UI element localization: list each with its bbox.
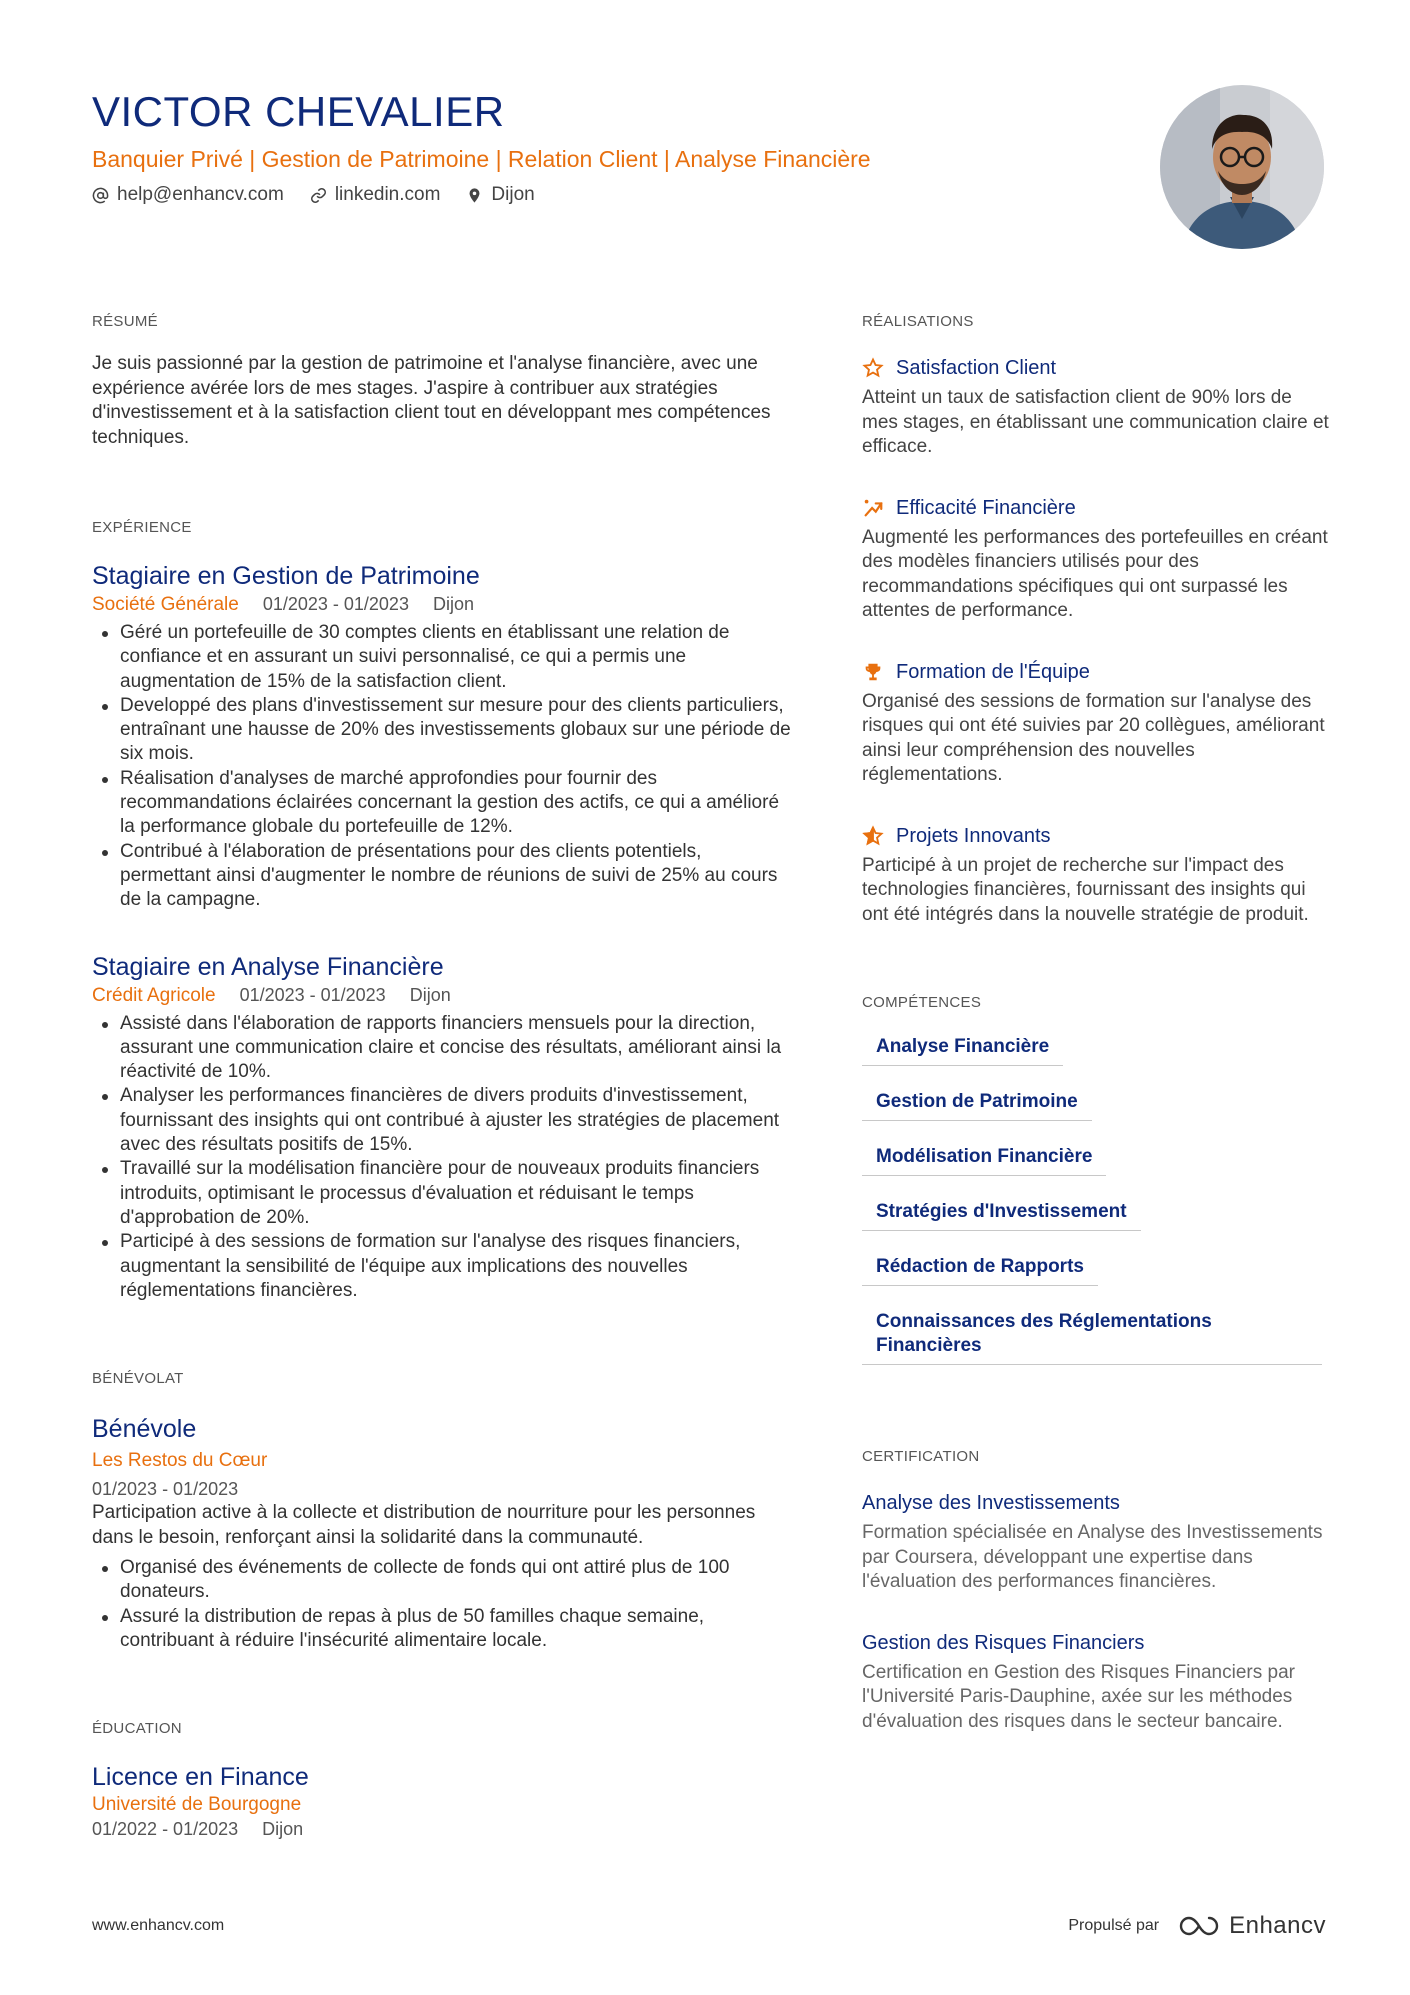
certification-title: Analyse des Investissements — [862, 1492, 1120, 1514]
achievement-head — [862, 822, 1332, 850]
education-meta — [92, 1817, 792, 1841]
job-meta — [92, 983, 792, 1008]
star-outline-icon — [862, 357, 884, 379]
volunteer-description: Participation active à la collecte et distribution de nourriture pour les personnes dans le besoin, renforçant ainsi la solidarité dans la communauté. — [92, 1502, 756, 1548]
job-title: Stagiaire en Gestion de Patrimoine — [92, 562, 480, 590]
skill-tag-row — [862, 1035, 1332, 1066]
volunteer-org-row — [92, 1449, 792, 1473]
skill-tag-row — [862, 1145, 1332, 1176]
volunteer-item — [92, 1413, 792, 1653]
location-pin-icon — [466, 187, 483, 204]
skill-tag-row — [862, 1090, 1332, 1121]
contact-list — [92, 182, 1152, 208]
skill-tag: Stratégies d'Investissement — [862, 1200, 1141, 1231]
certification-desc: Certification en Gestion des Risques Financiers par l'Université Paris-Dauphine, axée sur les méthodes d'évaluation des risques dans le secteur bancaire. — [862, 1661, 1295, 1732]
achievement-title: Formation de l'Équipe — [896, 660, 1090, 683]
skill-tag: Modélisation Financière — [862, 1145, 1106, 1176]
bullet-item: Assisté dans l'élaboration de rapports financiers mensuels pour la direction, assurant une communication claire et concise des résultats, améliorant ainsi la réactivité de 10%. — [92, 1012, 792, 1085]
achievement-desc: Participé à un projet de recherche sur l'impact des technologies financières, fournissant des insights qui ont été intégrés dans la nouvelle stratégie de produit. — [862, 854, 1309, 925]
trophy-icon — [862, 661, 884, 683]
bullet-item: Géré un portefeuille de 30 comptes clients en établissant une relation de confiance et en assurant un suivi personnalisé, ce qui a permis une augmentation de 15% de la satisfaction client. — [92, 621, 792, 694]
company-name: Crédit Agricole — [92, 984, 216, 1006]
skill-tag-row — [862, 1310, 1332, 1365]
candidate-name: VICTOR CHEVALIER — [92, 88, 505, 135]
job-dates: 01/2023 - 01/2023 — [262, 594, 409, 614]
achievement-item — [862, 494, 1332, 624]
skill-tag: Gestion de Patrimoine — [862, 1090, 1092, 1121]
job-meta — [92, 592, 792, 617]
degree-title: Licence en Finance — [92, 1763, 309, 1792]
experience-item — [92, 560, 792, 913]
education-location: Dijon — [262, 1819, 304, 1840]
certification-item — [862, 1629, 1332, 1735]
bullet-item: Assuré la distribution de repas à plus de 50 familles chaque semaine, contribuant à réduire l'insécurité alimentaire locale. — [92, 1605, 792, 1654]
achievements-section-title: RÉALISATIONS — [862, 313, 974, 330]
achievement-item — [862, 354, 1332, 460]
achievement-head — [862, 658, 1332, 686]
education-item — [92, 1761, 792, 1841]
bullet-item: Developpé des plans d'investissement sur mesure pour des clients particuliers, entraînant une hausse de 20% des investissements globaux sur une période de six mois. — [92, 694, 792, 767]
email-text: help@enhancv.com — [117, 184, 284, 205]
certification-title: Gestion des Risques Financiers — [862, 1631, 1145, 1654]
job-dates: 01/2023 - 01/2023 — [239, 984, 386, 1005]
achievement-title: Satisfaction Client — [896, 357, 1057, 379]
bullet-item: Participé à des sessions de formation sur l'analyse des risques financiers, augmentant la sensibilité de l'équipe aux implications des nouvelles réglementations financières. — [92, 1230, 792, 1303]
experience-item — [92, 951, 792, 1304]
achievement-item — [862, 658, 1332, 788]
linkedin-text: linkedin.com — [334, 184, 441, 205]
location-text: Dijon — [491, 184, 535, 205]
education-section-title: ÉDUCATION — [92, 1720, 182, 1738]
achievement-title: Projets Innovants — [896, 824, 1051, 847]
bullet-item: Réalisation d'analyses de marché approfondies pour fournir des recommandations éclairées concernant la gestion des actifs, ce qui a amélioré la performance globale du portefeuille de 12%. — [92, 767, 792, 840]
skills-section-title: COMPÉTENCES — [862, 994, 982, 1011]
experience-section-title: EXPÉRIENCE — [92, 519, 192, 536]
at-icon — [92, 187, 109, 204]
skill-tag-row — [862, 1255, 1332, 1286]
company-name: Société Générale — [92, 594, 239, 615]
skill-tag: Rédaction de Rapports — [862, 1255, 1098, 1286]
link-icon — [310, 187, 327, 204]
education-dates: 01/2022 - 01/2023 — [92, 1819, 239, 1840]
bullet-item: Contribué à l'élaboration de présentations pour des clients potentiels, permettant ainsi d'augmenter le nombre de réunions de suivi de 25% au cours de la campagne. — [92, 840, 792, 913]
powered-by-label: Propulsé par — [1068, 1917, 1160, 1934]
job-bullets — [92, 1012, 792, 1304]
certification-item — [862, 1489, 1332, 1595]
footer-url[interactable]: www.enhancv.com — [92, 1917, 225, 1934]
skill-tag: Analyse Financière — [862, 1035, 1063, 1066]
volunteer-section-title: BÉNÉVOLAT — [92, 1370, 184, 1388]
achievement-item — [862, 822, 1332, 928]
growth-icon — [862, 497, 884, 519]
star-half-icon — [862, 825, 884, 847]
summary-text: Je suis passionné par la gestion de patrimoine et l'analyse financière, avec une expérience avérée lors de mes stages. J'aspire à contribuer aux stratégies d'investissement et à la satisfaction client tout en développant mes compétences techniques. — [92, 353, 771, 448]
summary-section-title: RÉSUMÉ — [92, 313, 158, 330]
right-column — [862, 312, 1332, 1734]
achievement-desc: Organisé des sessions de formation sur l'analyse des risques qui ont été suivies par 20 collègues, améliorant ainsi leur compréhension des nouvelles réglementations. — [862, 690, 1325, 785]
achievement-desc: Augmenté les performances des portefeuilles en créant des modèles financiers utilisés pour des recommandations spécifiques qui ont surpassé les attentes de performance. — [862, 526, 1328, 621]
volunteer-role: Bénévole — [92, 1415, 197, 1444]
achievement-head — [862, 494, 1332, 522]
achievement-head — [862, 354, 1332, 382]
skill-tag: Connaissances des Réglementations Financières — [862, 1310, 1322, 1365]
volunteer-bullets — [92, 1556, 792, 1653]
resume-header — [92, 86, 1152, 208]
volunteer-dates: 01/2023 - 01/2023 — [92, 1479, 239, 1500]
job-bullets — [92, 621, 792, 913]
achievement-desc: Atteint un taux de satisfaction client de 90% lors de mes stages, en établissant une communication claire et efficace. — [862, 387, 1329, 457]
left-column — [92, 312, 792, 1841]
contact-linkedin[interactable] — [310, 182, 441, 208]
job-location: Dijon — [432, 594, 474, 614]
volunteer-dates-row — [92, 1477, 792, 1501]
achievement-title: Efficacité Financière — [896, 496, 1076, 519]
enhancv-logo[interactable] — [1177, 1912, 1326, 1940]
certification-desc: Formation spécialisée en Analyse des Investissements par Coursera, développant une expertise dans l'évaluation des performances financières. — [862, 1522, 1323, 1592]
bullet-item: Organisé des événements de collecte de fonds qui ont attiré plus de 100 donateurs. — [92, 1556, 792, 1605]
brand-name: Enhancv — [1229, 1912, 1326, 1939]
school-row — [92, 1793, 792, 1817]
footer-brand — [1068, 1912, 1326, 1940]
bullet-item: Analyser les performances financières de divers produits d'investissement, fournissant des insights qui ont contribué à ajuster les stratégies de placement avec des résultats positifs de 15%. — [92, 1084, 792, 1157]
job-title: Stagiaire en Analyse Financière — [92, 952, 444, 981]
page-footer — [92, 1912, 1326, 1940]
candidate-headline: Banquier Privé | Gestion de Patrimoine | Relation Client | Analyse Financière — [92, 146, 871, 172]
avatar — [1160, 85, 1324, 249]
enhancv-logo-icon — [1177, 1914, 1223, 1938]
contact-location — [466, 182, 534, 208]
certification-section-title: CERTIFICATION — [862, 1448, 980, 1465]
volunteer-org: Les Restos du Cœur — [92, 1450, 268, 1472]
bullet-item: Travaillé sur la modélisation financière pour de nouveaux produits financiers introduits, optimisant le processus d'évaluation et réduisant le temps d'approbation de 20%. — [92, 1157, 792, 1230]
skill-tag-row — [862, 1200, 1332, 1231]
job-location: Dijon — [409, 984, 451, 1005]
contact-email[interactable] — [92, 182, 284, 208]
skills-list — [862, 1035, 1332, 1365]
school-name: Université de Bourgogne — [92, 1794, 302, 1816]
